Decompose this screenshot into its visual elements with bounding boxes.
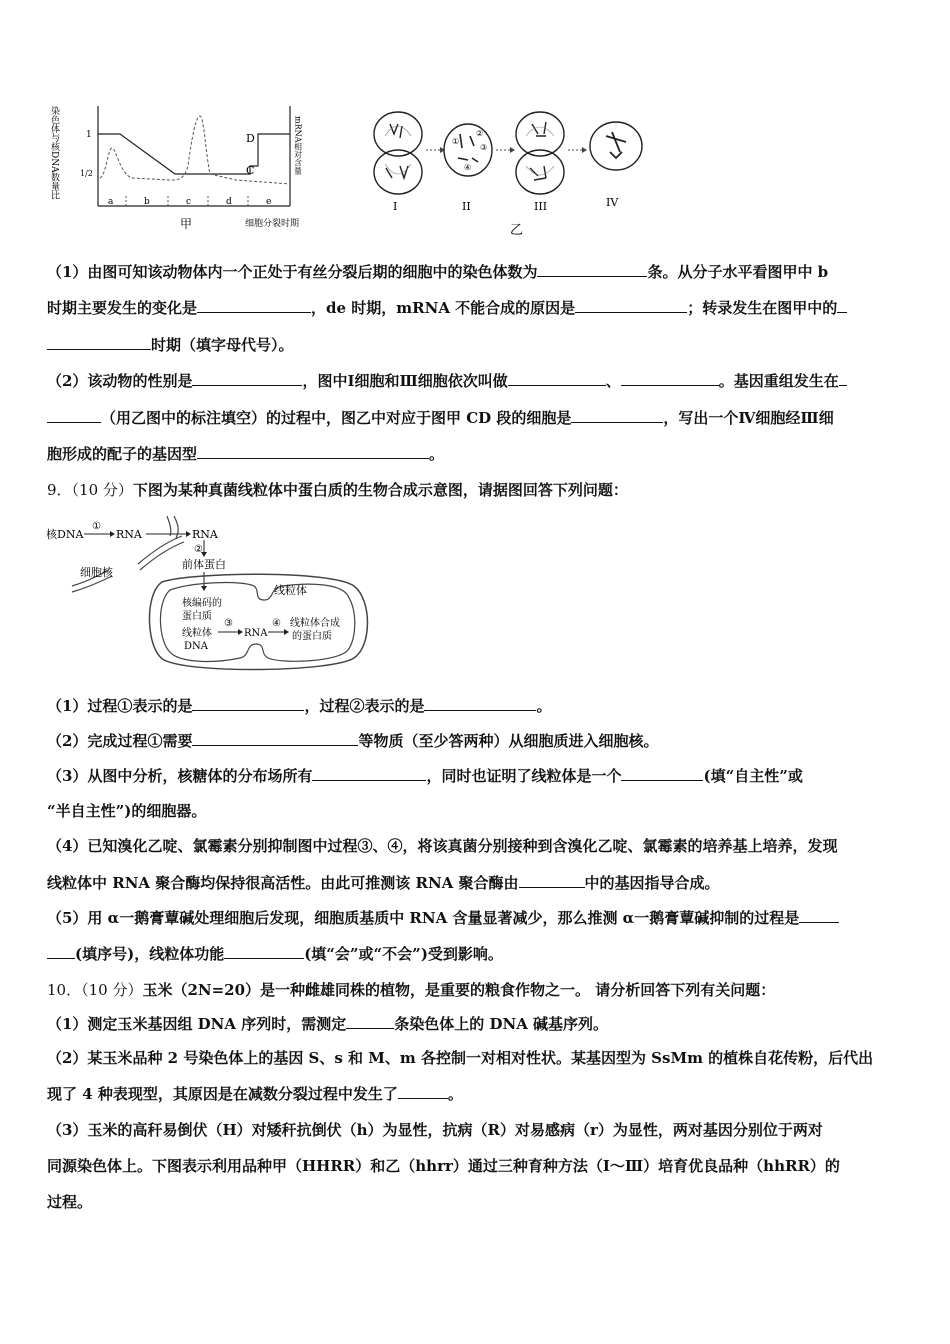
q10-s2b-a: 现了 4 种表现型，其原因是在减数分裂过程中发生了 [47,1085,398,1103]
q9-s1-c: 。 [536,697,552,715]
q9-s2-b: 等物质（至少答两种）从细胞质进入细胞核。 [358,732,659,750]
q9-s4b [47,873,907,893]
q8-blank-4a[interactable] [837,298,847,313]
diagram-nucleus: 细胞核 [80,566,113,579]
q9-s4b-a: 线粒体中 RNA 聚合酶均保持很高活性。由此可推测该 RNA 聚合酶由 [47,874,519,892]
cell-IV [590,122,642,170]
q8-p2-c: ；转录发生在图甲中的 [687,299,838,317]
q9-heading [47,480,907,500]
q9-s3 [47,766,907,786]
q8-line1 [47,262,907,282]
diagram-precursor: 前体蛋白 [182,558,226,571]
q9-s3-b: ，同时也证明了线粒体是一个 [426,767,622,785]
yi-caption: 乙 [510,223,524,238]
mark-1: ① [452,137,460,146]
q10-s1 [47,1014,907,1034]
diagram-step2: ② [194,544,203,555]
jia-seg-a: a [108,197,114,207]
q9-blank-4[interactable] [312,766,426,781]
diagram-step3: ③ [224,618,233,629]
q10-s3: （3）玉米的高秆易倒伏（H）对矮秆抗倒伏（h）为显性，抗病（R）对易感病（r）为显性，两对基因分别位于两对 [47,1121,823,1139]
q10-heading [47,980,907,1000]
cell-I-label: I [393,200,398,213]
q9-blank-8[interactable] [224,944,304,959]
diagram-rna-1: RNA [116,528,142,541]
mark-2: ② [476,129,484,138]
q8-p6-a: 胞形成的配子的基因型 [47,445,198,463]
q9-s4b-b: 中的基因指导合成。 [584,874,720,892]
q9-s1-b: ，过程②表示的是 [304,697,425,715]
diagram-mitochondrion: 线粒体 [274,584,307,597]
q9-s5b [47,944,907,964]
jia-seg-c: c [186,197,192,207]
jia-caption: 甲 [180,217,193,231]
figure-jia-yi [40,96,680,246]
diagram-step1: ① [92,521,101,532]
q8-blank-6[interactable] [508,371,606,386]
jia-ylabel: 染色体与核DNA数量比 [49,106,59,200]
q9-blank-3[interactable] [192,731,358,746]
q10-s3b: 同源染色体上。下图表示利用品种甲（HHRR）和乙（hhrr）通过三种育种方法（Ⅰ～Ⅲ）培育优良品种（hhRR）的 [47,1157,840,1175]
jia-xlabel: 细胞分裂时期 [245,219,300,229]
q9-s4: （4）已知溴化乙啶、氯霉素分别抑制图中过程③、④，将该真菌分别接种到含溴化乙啶、氯霉素的培养基上培养，发现 [47,837,838,855]
cell-III [516,112,564,194]
q10-s2b [47,1084,907,1104]
q9-blank-1[interactable] [192,696,304,711]
q9-s3-c: (填“自主性”或 [703,767,803,785]
q10-stem: 玉米（2N=20）是一种雌雄同株的植物，是重要的粮食作物之一。 请分析回答下列有关问题： [142,981,776,999]
q9-blank-2[interactable] [424,696,536,711]
q8-p3-a: 时期（填字母代号）。 [151,336,294,354]
q8-blank-8a[interactable] [839,371,847,386]
q8-p4-c: 、 [605,372,621,390]
mark-4: ④ [464,163,472,172]
q8-line5 [47,408,907,428]
q8-p5-b: ，写出一个Ⅳ细胞经Ⅲ细 [663,409,834,427]
q9-s1-a: （1）过程①表示的是 [47,697,193,715]
q8-p2-b: ，de 时期，mRNA 不能合成的原因是 [311,299,576,317]
q9-blank-7a[interactable] [799,908,839,923]
q10-s1-b: 条染色体上的 DNA 碱基序列。 [394,1015,609,1033]
q10-s2: （2）某玉米品种 2 号染色体上的基因 S、s 和 M、m 各控制一对相对性状。某基因型为 SsMm 的植株自花传粉，后代出 [47,1049,874,1067]
q8-p4-b: ，图中Ⅰ细胞和Ⅲ细胞依次叫做 [302,372,508,390]
diagram-rna-3: RNA [244,628,268,639]
q8-p6-b: 。 [429,445,445,463]
q8-p2-a: 时期主要发生的变化是 [47,299,198,317]
q9-s3b: “半自主性”)的细胞器。 [47,802,207,820]
q9-blank-6[interactable] [519,873,585,888]
q10-blank-2[interactable] [398,1084,448,1099]
diagram-nuclear-coded-1: 核编码的 [182,598,222,609]
q8-line6 [47,444,907,464]
figure-mitochondria-synthesis [42,516,372,676]
q8-p5-a: （用乙图中的标注填空）的过程中，图乙中对应于图甲 CD 段的细胞是 [101,409,572,427]
diagram-mito-dna-2: DNA [184,641,208,652]
q10-blank-1[interactable] [346,1014,394,1029]
q9-stem: 下图为某种真菌线粒体中蛋白质的生物合成示意图，请据图回答下列问题： [132,481,628,499]
diagram-mito-dna-1: 线粒体 [182,628,212,639]
q9-s5 [47,908,907,928]
q8-blank-9[interactable] [571,408,663,423]
q9-s1 [47,696,907,716]
q8-line2 [47,298,907,318]
q8-blank-3[interactable] [575,298,687,313]
diagram-mito-protein-1: 线粒体合成 [290,618,340,629]
cell-I [374,112,422,194]
jia-point-c: C [246,164,255,177]
jia-right-label: mRNA相对含量 [293,116,303,175]
diagram-mito-protein-2: 的蛋白质 [292,631,332,642]
jia-seg-d: d [226,197,232,207]
q8-p4-d: 。基因重组发生在 [718,372,839,390]
q10-s2b-b: 。 [447,1085,463,1103]
diagram-rna-2: RNA [192,528,218,541]
diagram-nuclear-coded-2: 蛋白质 [182,611,212,622]
q9-s5b-b: (填“会”或“不会”)受到影响。 [304,945,503,963]
q10-s3c: 过程。 [47,1193,93,1211]
q9-blank-7[interactable] [47,944,75,959]
q8-blank-10[interactable] [197,444,429,459]
q9-s5-a: （5）用 α一鹅膏蕈碱处理细胞后发现，细胞质基质中 RNA 含量显著减少，那么推测 α一鹅膏蕈碱抑制的过程是 [47,909,800,927]
q8-blank-2[interactable] [197,298,311,313]
jia-ratio-line [98,134,290,174]
q10-s1-a: （1）测定玉米基因组 DNA 序列时，需测定 [47,1015,347,1033]
q9-s3-a: （3）从图中分析，核糖体的分布场所有 [47,767,313,785]
q8-blank-5[interactable] [192,371,302,386]
mark-3: ③ [480,143,488,152]
q8-line4 [47,371,907,391]
jia-seg-b: b [144,197,150,207]
cell-II-label: II [462,200,471,213]
jia-ytick-half: 1/2 [80,169,93,178]
q9-s5b-a: (填序号)，线粒体功能 [75,945,225,963]
q8-p1-b: 条。从分子水平看图甲中 b [647,263,829,281]
cell-III-label: III [534,200,548,213]
q8-blank-7[interactable] [621,371,719,386]
jia-seg-e: e [266,197,272,207]
q8-blank-1[interactable] [537,262,647,277]
q8-line3 [47,335,907,355]
q8-p4-a: （2）该动物的性别是 [47,372,193,390]
q10-number: 10．（10 分） [47,981,143,999]
q9-number: 9．（10 分） [47,481,133,499]
q8-p1-a: （1）由图可知该动物体内一个正处于有丝分裂后期的细胞中的染色体数为 [47,263,538,281]
q9-s2-a: （2）完成过程①需要 [47,732,193,750]
q9-blank-5[interactable] [621,766,703,781]
q8-blank-4[interactable] [47,335,151,350]
q8-blank-8[interactable] [47,408,101,423]
jia-point-d: D [246,132,255,145]
diagram-step4: ④ [272,618,281,629]
q9-s2 [47,731,907,751]
jia-ytick-1: 1 [86,130,92,140]
cell-IV-label: IV [606,196,619,209]
diagram-nuclear-dna: 核DNA [46,528,84,541]
